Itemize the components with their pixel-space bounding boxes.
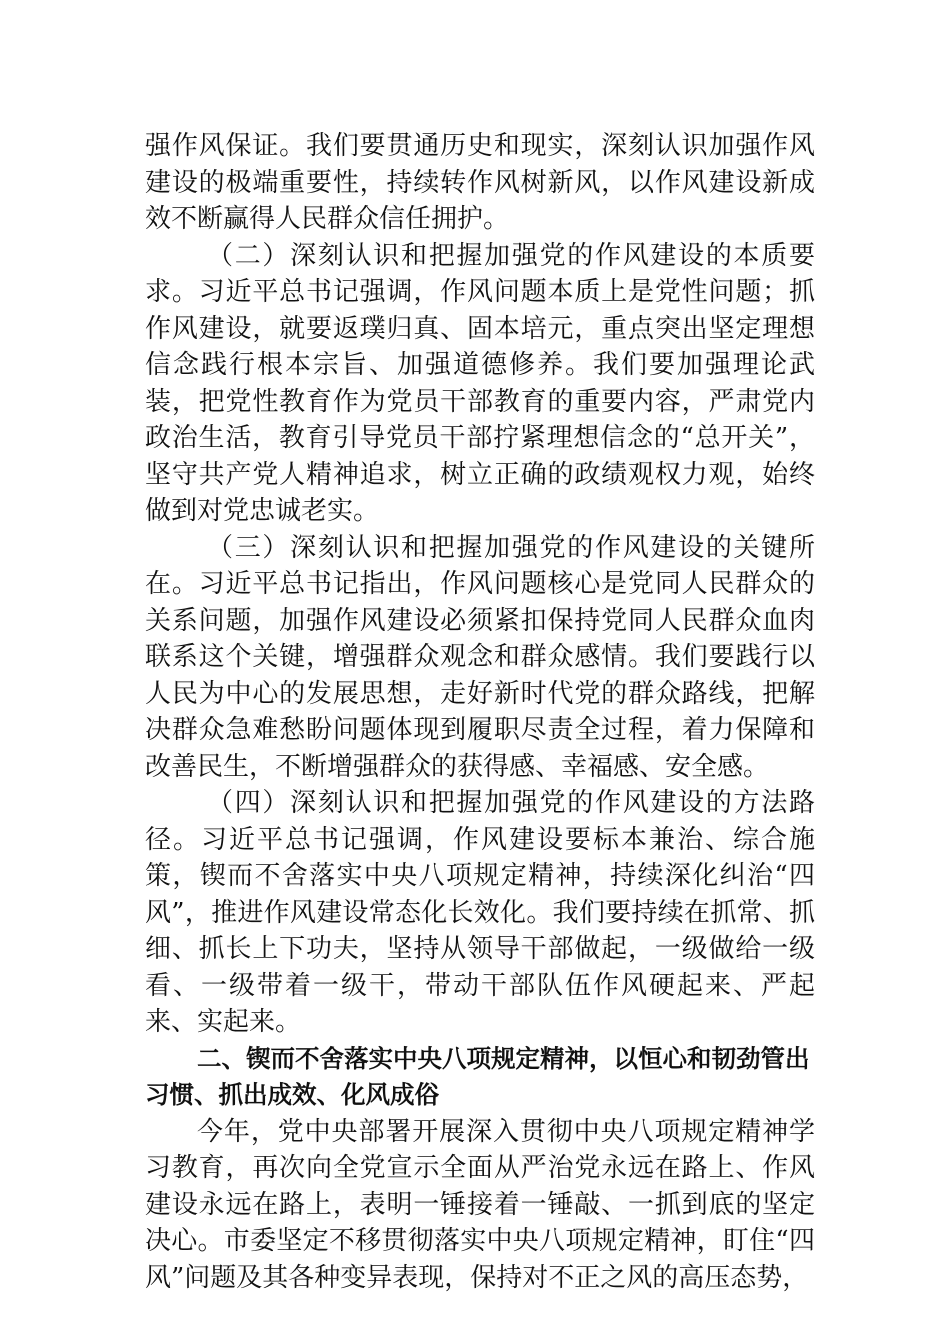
document-body: [145, 128, 815, 1296]
section-heading-2: 二、锲而不舍落实中央八项规定精神，以恒心和韧劲管出习惯、抓出成效、化风成俗: [145, 1043, 810, 1109]
paragraph-this-year: 今年，党中央部署开展深入贯彻中央八项规定精神学习教育，再次向全党宣示全面从严治党永远在路上、作风建设永远在路上，表明一锤接着一锤敲、一抓到底的坚定决心。市委坚定不移贯彻落实中央八项规定精神，盯住“四风”问题及其各种变异表现，保持对不正之风的高压态势，: [145, 1116, 815, 1293]
paragraph-continuation: 强作风保证。我们要贯通历史和现实，深刻认识加强作风建设的极端重要性，持续转作风树新风，以作风建设新成效不断赢得人民群众信任拥护。: [145, 131, 815, 234]
paragraph-section-3: （三）深刻认识和把握加强党的作风建设的关键所在。习近平总书记指出，作风问题核心是党同人民群众的关系问题，加强作风建设必须紧扣保持党同人民群众血肉联系这个关键，增强群众观念和群众感情。我们要践行以人民为中心的发展思想，走好新时代党的群众路线，把解决群众急难愁盼问题体现到履职尽责全过程，着力保障和改善民生，不断增强群众的获得感、幸福感、安全感。: [145, 532, 815, 782]
paragraph-section-2: （二）深刻认识和把握加强党的作风建设的本质要求。习近平总书记强调，作风问题本质上是党性问题；抓作风建设，就要返璞归真、固本培元，重点突出坚定理想信念践行根本宗旨、加强道德修养。我们要加强理论武装，把党性教育作为党员干部教育的重要内容，严肃党内政治生活，教育引导党员干部拧紧理想信念的“总开关”，坚守共产党人精神追求，树立正确的政绩观权力观，始终做到对党忠诚老实。: [145, 240, 815, 526]
paragraph-section-4: （四）深刻认识和把握加强党的作风建设的方法路径。习近平总书记强调，作风建设要标本兼治、综合施策，锲而不舍落实中央八项规定精神，持续深化纠治“四风”，推进作风建设常态化长效化。我们要持续在抓常、抓细、抓长上下功夫，坚持从领导干部做起，一级做给一级看、一级带着一级干，带动干部队伍作风硬起来、严起来、实起来。: [145, 788, 815, 1037]
